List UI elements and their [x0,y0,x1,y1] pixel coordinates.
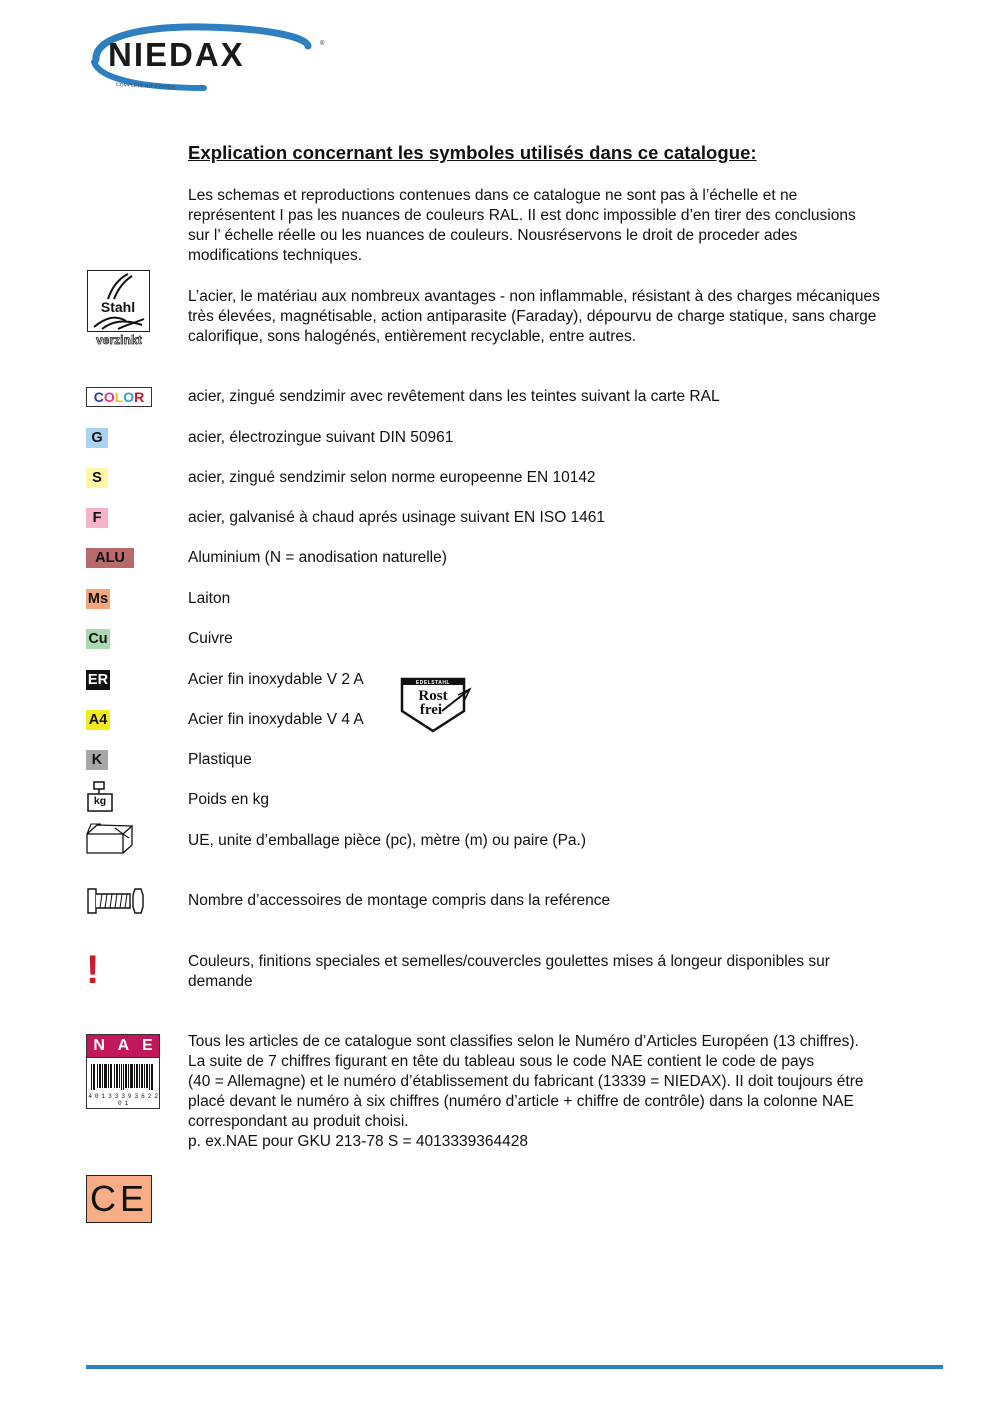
barcode-number: 4 0 1 3 3 3 9 3 6 2 2 0 1 [88,1093,158,1107]
rostfrei-shield-icon [398,673,472,735]
nae-letters-bar [86,1034,160,1058]
stahl-icon-text: Stahl [100,299,136,315]
weight-icon-text: kg [93,795,107,807]
symbol-label-screw: Nombre d’accessoires de montage compris dans la reférence [188,892,611,909]
hot-dip-f-badge: F [86,508,108,528]
nae-letter: A [117,1037,130,1054]
symbol-label-alu: Aluminium (N = anodisation naturelle) [188,549,447,566]
symbol-label-box: UE, unite d’emballage pièce (pc), mètre (m) ou paire (Pa.) [188,832,586,849]
symbol-label-er: Acier fin inoxydable V 2 A [188,671,364,688]
galvanized-g-badge: G [86,428,108,448]
nae-line: La suite de 7 chiffres figurant en tête du tableau sous le code NAE contient le code de pays [188,1053,815,1070]
nae-paragraph [188,1032,948,1152]
stainless-er-badge: ER [87,672,109,688]
symbol-label-a4: Acier fin inoxydable V 4 A [188,711,364,728]
barcode-area [86,1058,160,1109]
rostfrei-top-text: EDELSTAHL [415,680,451,686]
intro-line: représentent I pas les nuances de couleurs RAL. II est donc impossible d’en tirer des conclusions [188,207,856,224]
symbol-label-f: acier, galvanisé à chaud aprés usinage suivant EN ISO 1461 [188,509,606,526]
nae-barcode-icon [86,1034,160,1108]
stainless-a4-badge: A4 [86,710,110,730]
niedax-logo [86,22,326,94]
aluminium-badge: ALU [86,548,134,568]
packaging-box-icon [85,822,135,854]
note-paragraph [188,952,948,992]
brass-badge: Ms [87,591,109,607]
nae-line: placé devant le numéro à six chiffres (numéro d’article + chiffre de contrôle) dans la colonne NAE [188,1093,854,1110]
steel-line: calorifique, sons halogénés, entièrement recyclable, entre autres. [188,328,637,345]
logo-tagline: COMPLETE NIT SYSTEM [115,82,175,92]
symbol-label-s: acier, zingué sendzimir selon norme europeenne EN 10142 [188,469,596,486]
intro-line: Les schemas et reproductions contenues dans ce catalogue ne sont pas à l’échelle et ne [188,187,798,204]
copper-badge: Cu [86,629,110,649]
stahl-icon [87,270,150,332]
symbol-label-color: acier, zingué sendzimir avec revêtement dans les teintes suivant la carte RAL [188,388,720,405]
symbol-label-k: Plastique [188,751,252,768]
steel-line: très élevées, magnétisable, action antiparasite (Faraday), dépourvu de charge statique, sans charge [188,308,877,325]
nae-line: Tous les articles de ce catalogue sont classifies selon le Numéro d’Articles Européen (13 chiffres). [188,1033,859,1050]
sendzimir-s-badge: S [86,468,108,488]
rostfrei-line2: frei [419,702,443,718]
plastic-k-badge: K [86,750,108,770]
weight-icon [86,780,114,812]
screw-icon [86,885,146,917]
nae-line: (40 = Allemagne) et le numéro d’établissement du fabricant (13339 = NIEDAX). II doit toujours étre [188,1073,864,1090]
page-title: Explication concernant les symboles utilisés dans ce catalogue: [188,142,757,163]
ce-mark-icon [86,1175,152,1223]
steel-paragraph [188,287,948,347]
footer-rule [86,1365,943,1369]
verzinkt-label: verzinkt [96,335,142,347]
intro-line: modifications techniques. [188,247,363,264]
symbol-label-ms: Laiton [188,590,231,607]
svg-text:®: ® [320,41,325,47]
nae-line: correspondant au produit choisi. [188,1113,409,1130]
intro-paragraph [188,186,948,266]
nae-letter: E [141,1037,153,1054]
symbol-label-kg: Poids en kg [188,791,269,808]
nae-letter: N [93,1037,105,1054]
nae-line: p. ex.NAE pour GKU 213-78 S = 4013339364428 [188,1133,528,1150]
note-line: demande [188,973,253,990]
symbol-label-cu: Cuivre [188,630,233,647]
ce-mark-text: CE [89,1178,148,1219]
note-line: Couleurs, finitions speciales et semelles/couvercles goulettes mises á longeur disponibles sur [188,953,830,970]
exclamation-icon: ! [86,948,100,992]
intro-line: sur l’ échelle réelle ou les nuances de couleurs. Nousréservons le droit de proceder ades [188,227,798,244]
color-badge: C O L O R [86,387,152,407]
symbol-label-g: acier, électrozingue suivant DIN 50961 [188,429,454,446]
steel-line: L’acier, le matériau aux nombreux avantages - non inflammable, résistant à des charges mécaniques [188,288,880,305]
logo-wordmark: NIEDAX [108,36,245,73]
rostfrei-line1: Rost [418,688,448,704]
